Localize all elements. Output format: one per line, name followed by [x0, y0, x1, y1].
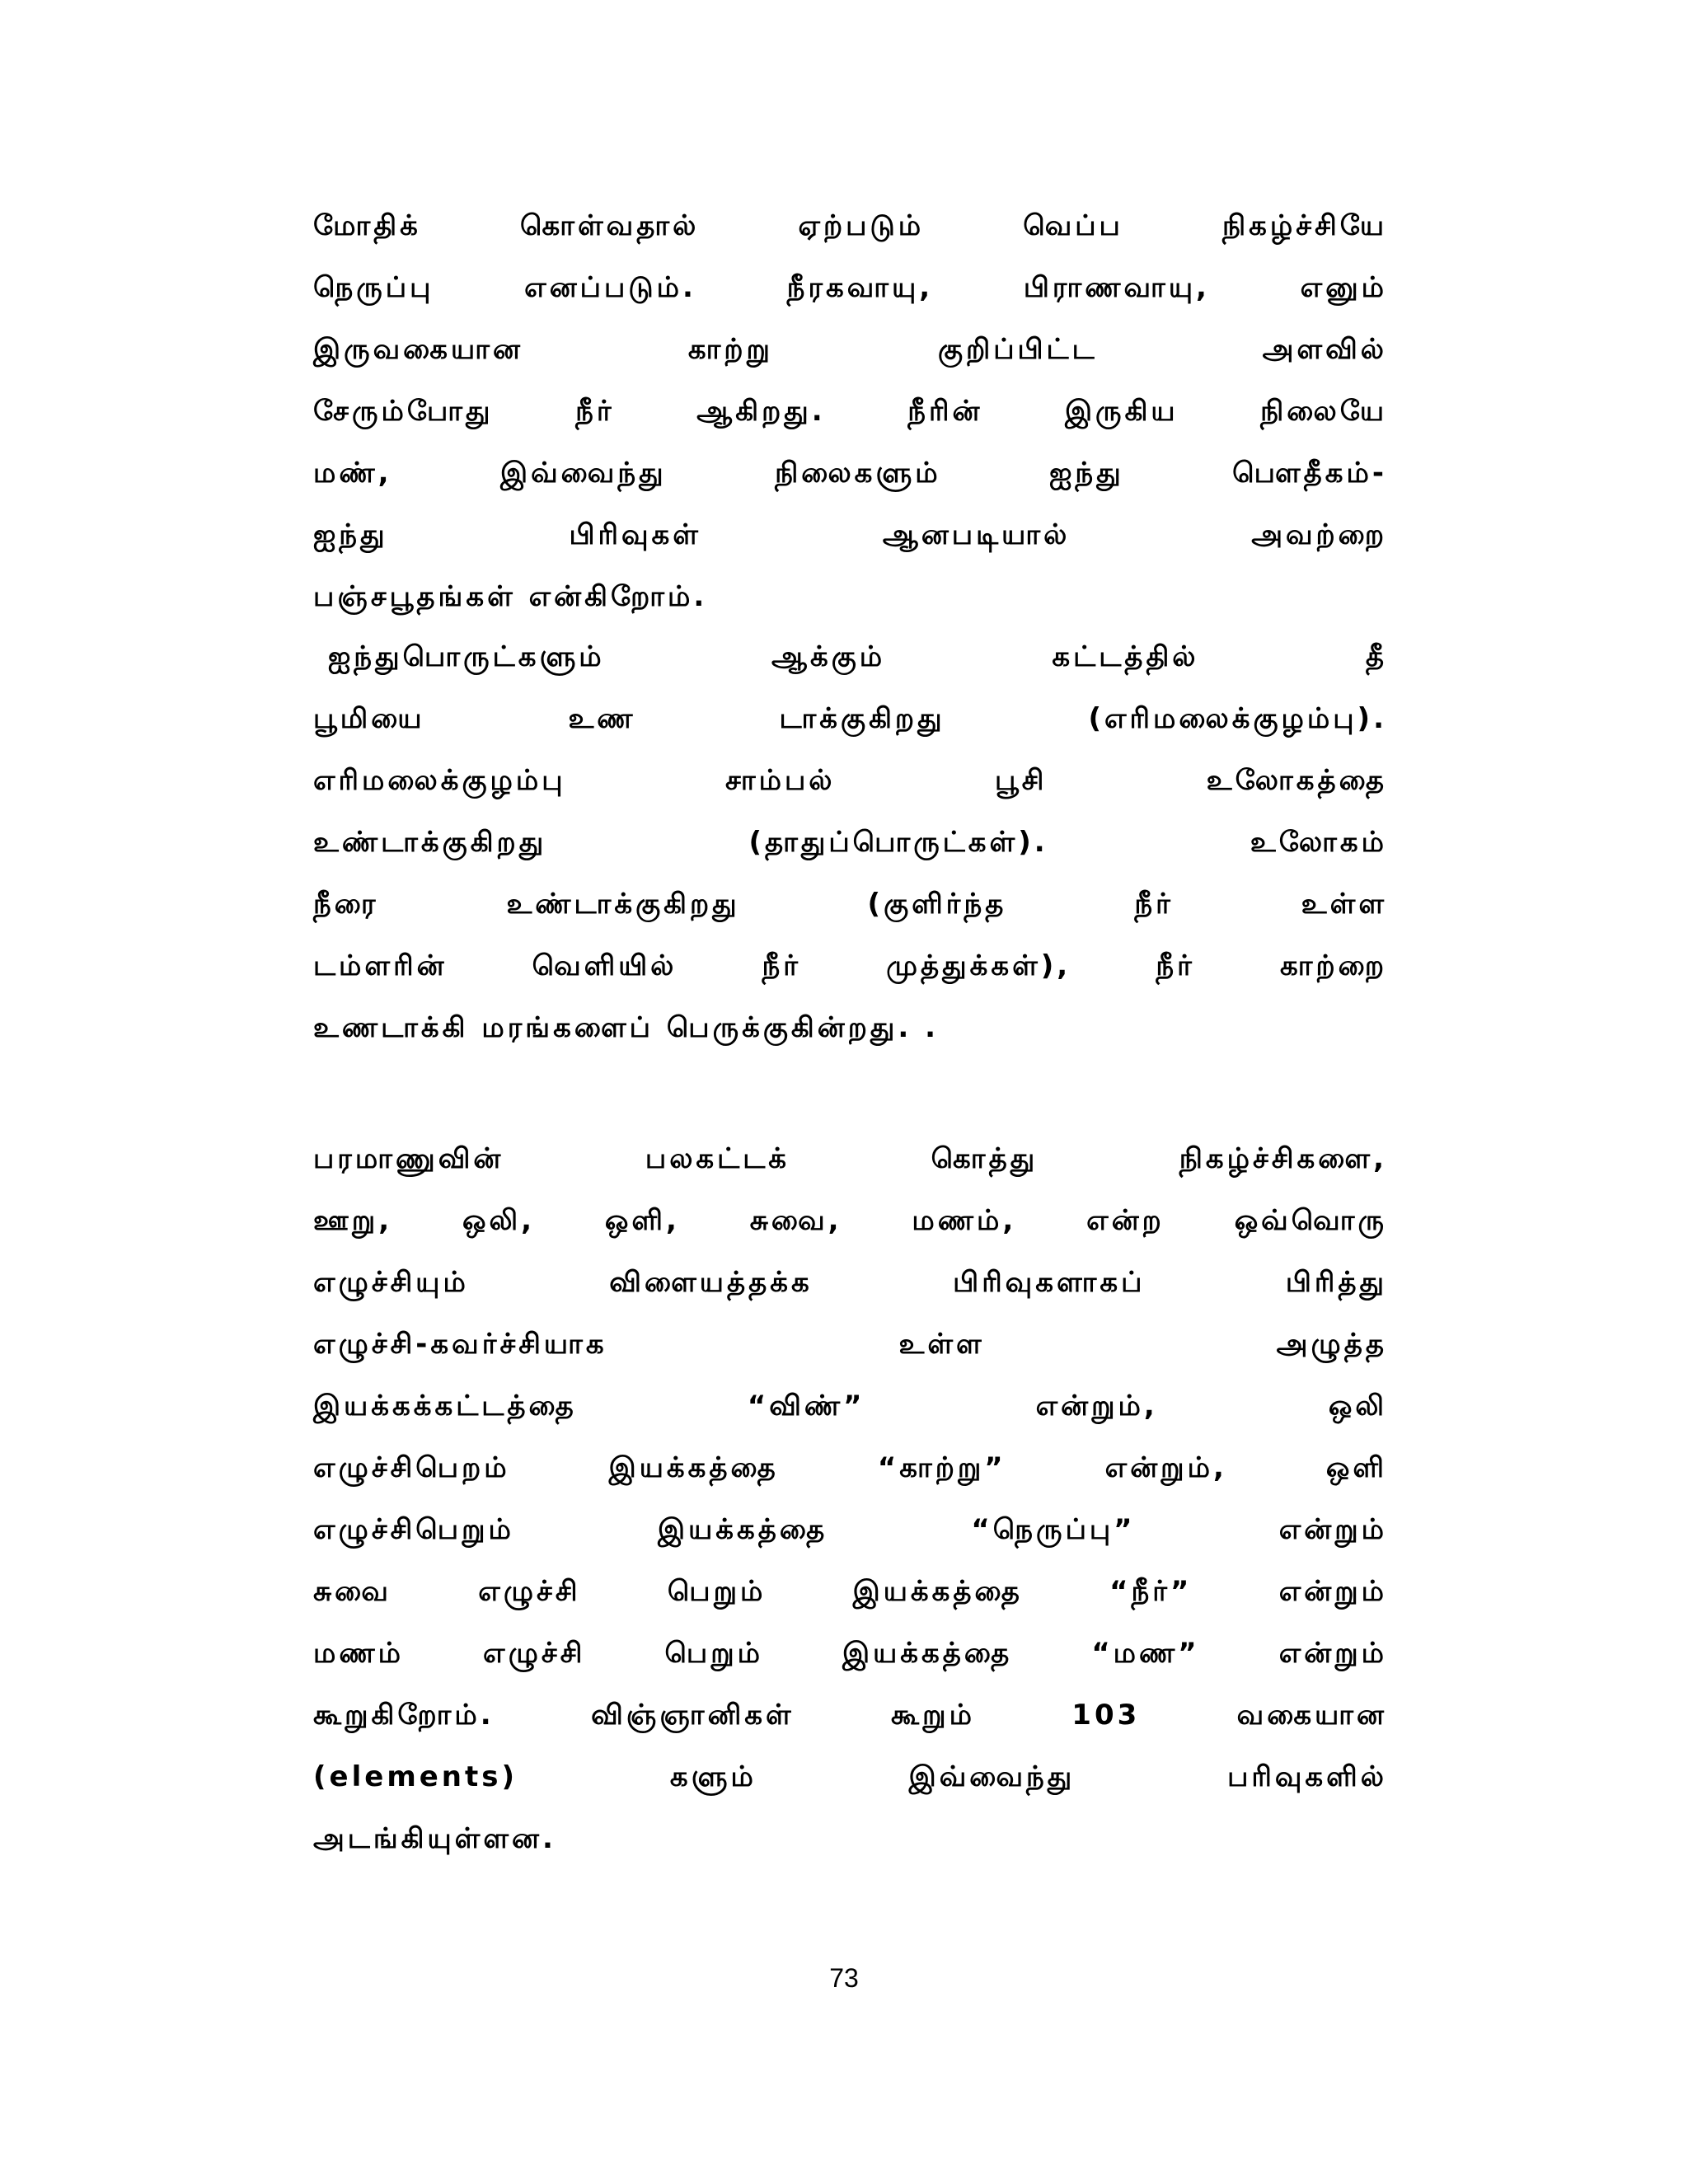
text-line: பரமாணுவின் பலகட்டக் கொத்து நிகழ்ச்சிகளை,: [313, 1142, 1387, 1175]
text-line: இருவகையான காற்று குறிப்பிட்ட அளவில்: [313, 333, 1387, 366]
text-line: பஞ்சபூதங்கள் என்கிறோம்.: [313, 580, 708, 613]
text-line: (elements) களும் இவ்வைந்து பரிவுகளில்: [313, 1760, 1387, 1793]
text-line: எழுச்சிபெறும் இயக்கத்தை “நெருப்பு” என்றும்: [313, 1513, 1387, 1546]
text-line: சேரும்போது நீர் ஆகிறது. நீரின் இருகிய நிலையே: [313, 395, 1387, 428]
text-line: மணம் எழுச்சி பெறும் இயக்கத்தை “மண” என்றும்: [313, 1637, 1387, 1670]
text-line: கூறுகிறோம். விஞ்ஞானிகள் கூறும் 103 வகையான: [313, 1699, 1387, 1732]
text-line: நெருப்பு எனப்படும். நீரகவாயு, பிராணவாயு, எனும்: [313, 271, 1387, 304]
page-number: 73: [829, 1963, 859, 1993]
text-line: மோதிக் கொள்வதால் ஏற்படும் வெப்ப நிகழ்ச்சியே: [313, 209, 1387, 242]
text-line: அடங்கியுள்ளன.: [313, 1822, 556, 1855]
text-line: எரிமலைக்குழம்பு சாம்பல் பூசி உலோகத்தை: [313, 764, 1387, 797]
text-line: இயக்கக்கட்டத்தை “விண்” என்றும், ஒலி: [313, 1390, 1387, 1422]
text-line: சுவை எழுச்சி பெறும் இயக்கத்தை “நீர்” என்றும்: [313, 1575, 1387, 1608]
text-line: உண்டாக்குகிறது (தாதுப்பொருட்கள்). உலோகம்: [313, 826, 1387, 859]
text-line: ஐந்துபொருட்களும் ஆக்கும் கட்டத்தில் தீ: [328, 640, 1387, 673]
text-line: ஐந்து பிரிவுகள் ஆனபடியால் அவற்றை: [313, 518, 1387, 551]
text-line: பூமியை உண டாக்குகிறது (எரிமலைக்குழம்பு).: [313, 702, 1387, 735]
text-line: ஊறு, ஒலி, ஒளி, சுவை, மணம், என்ற ஒவ்வொரு: [313, 1204, 1387, 1237]
text-line: உணடாக்கி மரங்களைப் பெருக்குகின்றது. .: [313, 1011, 939, 1044]
text-line: எழுச்சியும் விளையத்தக்க பிரிவுகளாகப் பிரித்து: [313, 1266, 1387, 1299]
text-line: நீரை உண்டாக்குகிறது (குளிர்ந்த நீர் உள்ள: [313, 888, 1387, 921]
text-line: டம்ளரின் வெளியில் நீர் முத்துக்கள்), நீர் காற்றை: [313, 949, 1387, 982]
text-line: எழுச்சிபெறம் இயக்கத்தை “காற்று” என்றும், ஒளி: [313, 1451, 1387, 1484]
text-line: மண், இவ்வைந்து நிலைகளும் ஐந்து பௌதீகம்-: [313, 457, 1387, 490]
text-line: எழுச்சி-கவர்ச்சியாக உள்ள அழுத்த: [313, 1328, 1387, 1361]
